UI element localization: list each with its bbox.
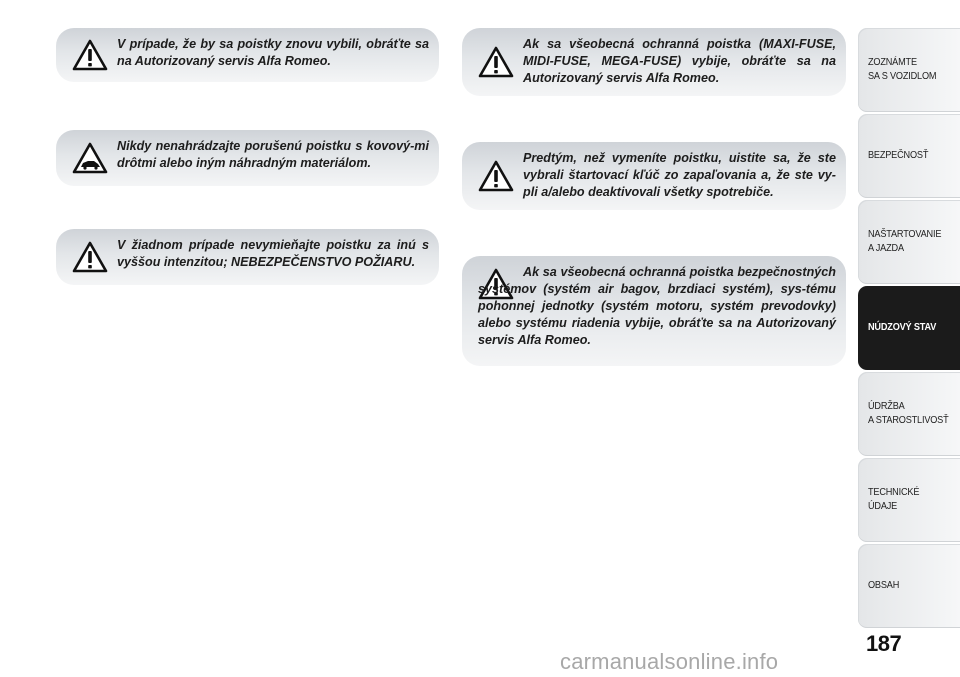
tab-label: TECHNICKÉ ÚDAJE — [868, 487, 920, 512]
tab-udrzba-a-starostlivost[interactable] — [858, 372, 960, 456]
warning-box-remove-key — [462, 142, 846, 210]
watermark: carmanualsonline.info — [560, 649, 779, 674]
warning-triangle-icon — [478, 160, 514, 192]
tab-label: NÚDZOVÝ STAV — [868, 322, 937, 333]
tab-nastartovanie-a-jazda[interactable] — [858, 200, 960, 284]
tab-nudzovy-stav[interactable] — [858, 286, 960, 370]
tab-obsah[interactable] — [858, 544, 960, 628]
tab-label: BEZPEČNOSŤ — [868, 150, 929, 161]
warning-text: Nikdy nenahrádzajte porušenú poistku s kovový-mi drôtmi alebo iným náhradným materiálom. — [117, 139, 429, 170]
tab-label: NAŠTARTOVANIE A JAZDA — [868, 229, 942, 254]
warning-box-fire-danger — [56, 229, 439, 285]
warning-text: Ak sa všeobecná ochranná poistka bezpečnostných systémov (systém air bagov, brzdiaci systém), sys-tému pohonnej jednotky (systém motoru, systém prevodovky) alebo systému riadenia vybije, obráťte sa na Autorizovaný servis Alfa Romeo. — [478, 265, 836, 347]
tab-label: ZOZNÁMTE SA S VOZIDLOM — [868, 57, 937, 82]
warning-triangle-icon — [478, 46, 514, 78]
warning-triangle-icon — [72, 39, 108, 71]
tab-technicke-udaje[interactable] — [858, 458, 960, 542]
warning-text: V prípade, že by sa poistky znovu vybili, obráťte sa na Autorizovaný servis Alfa Romeo. — [117, 37, 429, 68]
tab-label: ÚDRŽBA A STAROSTLIVOSŤ — [868, 401, 949, 426]
tab-label: OBSAH — [868, 580, 900, 591]
tab-zoznamte-sa-s-vozidlom[interactable] — [858, 28, 960, 112]
warning-box-fuse-repeat — [56, 28, 439, 82]
warning-text: Predtým, než vymeníte poistku, uistite sa, že ste vybrali štartovací kľúč zo zapaľovania a, že ste vy-pli a/alebo deaktivovali všetky spotrebiče. — [523, 151, 836, 199]
warning-text: V žiadnom prípade nevymieňajte poistku za inú s vyššou intenzitou; NEBEZPEČENSTVO POŽIARU. — [117, 238, 429, 269]
warning-car-icon — [72, 142, 108, 174]
warning-box-no-wire — [56, 130, 439, 186]
tab-bezpecnost[interactable] — [858, 114, 960, 198]
warning-box-safety-systems — [462, 256, 846, 366]
warning-text: Ak sa všeobecná ochranná poistka (MAXI-FUSE, MIDI-FUSE, MEGA-FUSE) vybije, obráťte sa na Autorizovaný servis Alfa Romeo. — [523, 37, 836, 85]
warning-box-general-fuse — [462, 28, 846, 96]
page-number: 187 — [866, 631, 902, 656]
warning-triangle-icon — [72, 241, 108, 273]
